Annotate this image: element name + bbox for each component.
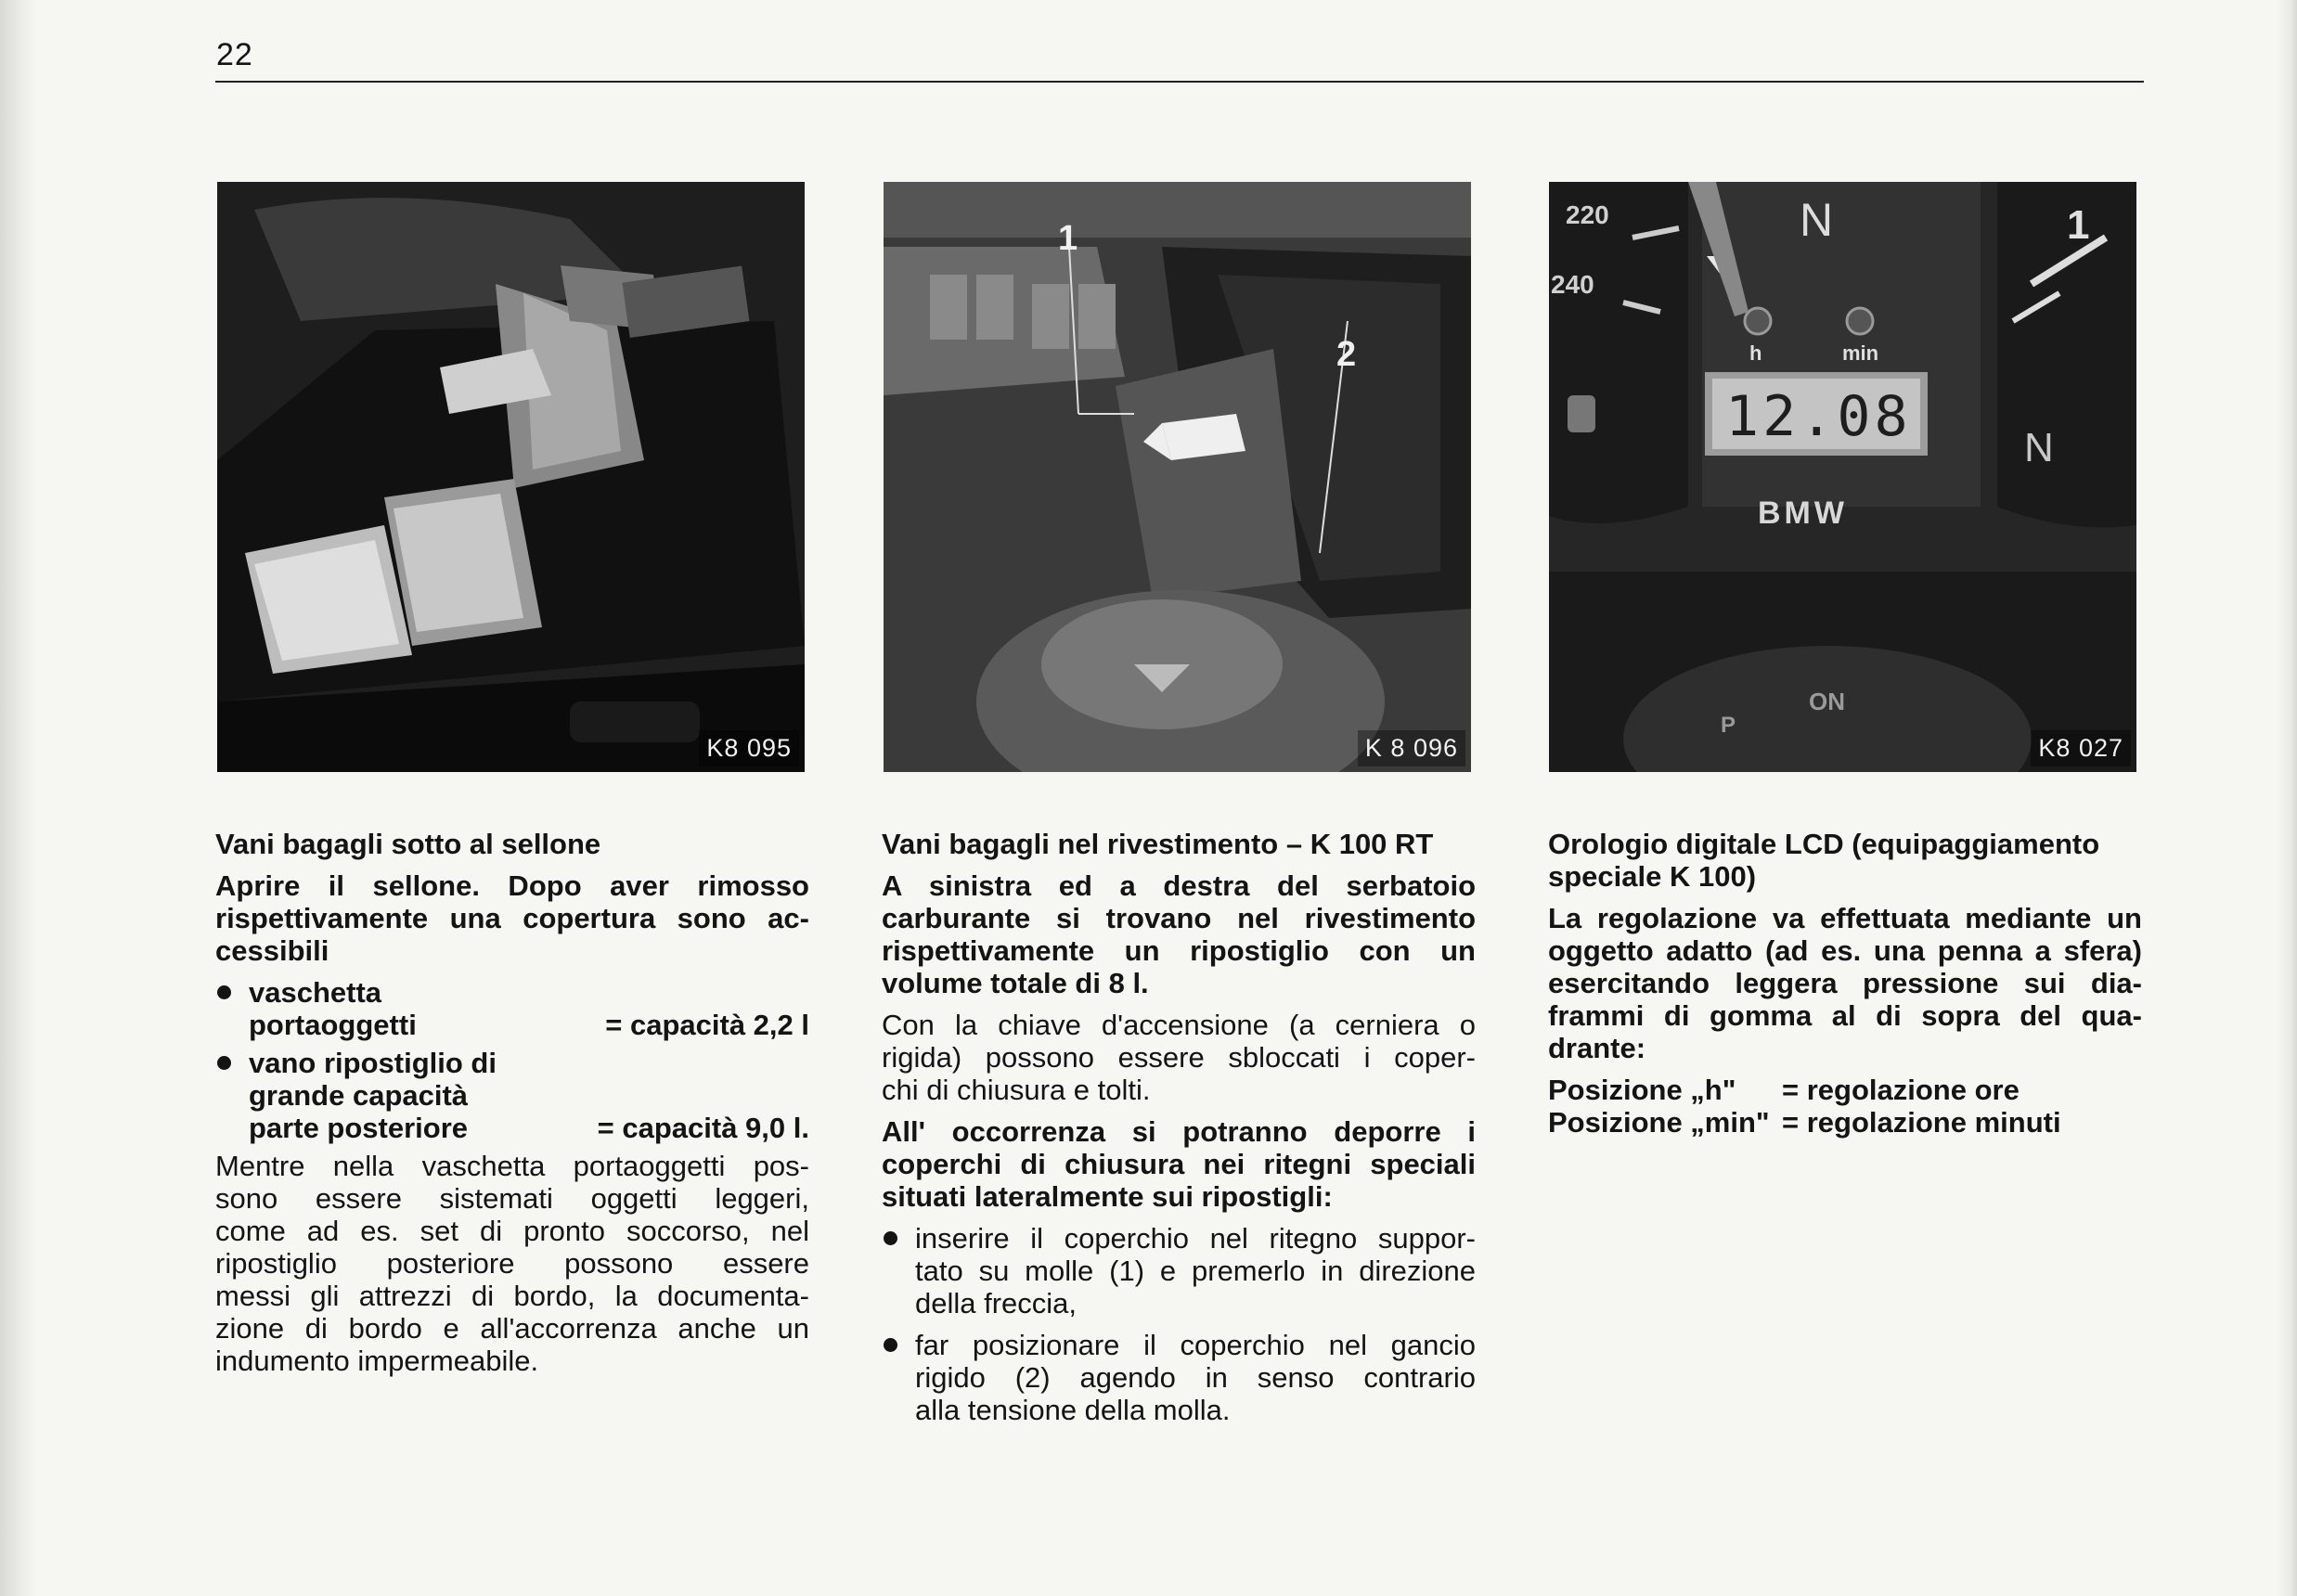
lcd-clock-display: 12.08 bbox=[1725, 384, 1912, 449]
intro-line: Aprire il sellone. Dopo aver rimosso bbox=[215, 869, 809, 902]
bullet-line: rigido (2) agendo in senso contrario bbox=[915, 1361, 1476, 1394]
figure-code: K8 027 bbox=[2031, 730, 2131, 766]
table-row bbox=[1548, 1106, 2142, 1139]
header-rule bbox=[215, 81, 2144, 83]
position-label: Posizione „h" bbox=[1548, 1074, 1736, 1106]
item-label: parte posteriore bbox=[249, 1112, 469, 1144]
body-line: chi di chiusura e tolti. bbox=[882, 1074, 1151, 1106]
list-item bbox=[215, 1047, 809, 1144]
position-value: = regolazione minuti bbox=[1782, 1106, 2061, 1139]
position-value: = regolazione ore bbox=[1782, 1074, 2020, 1106]
column-2 bbox=[882, 828, 1476, 1432]
photo-luggage-under-seat bbox=[217, 182, 805, 772]
section-title: Vani bagagli nel rivestimento – K 100 RT bbox=[882, 828, 1434, 860]
intro-line: La regolazione va effettuata mediante un bbox=[1548, 902, 2142, 934]
bullet-line: tato su molle (1) e premerlo in direzione bbox=[915, 1255, 1476, 1287]
bullet-line: alla tensione della molla. bbox=[915, 1394, 1231, 1426]
body-line: Mentre nella vaschetta portaoggetti pos- bbox=[215, 1150, 809, 1182]
callout-1: 1 bbox=[1058, 219, 1078, 258]
section-title: Vani bagagli sotto al sellone bbox=[215, 828, 601, 860]
column-3 bbox=[1548, 828, 2142, 1139]
intro-line: esercitando leggera pressione sui dia- bbox=[1548, 967, 2142, 999]
position-label: Posizione „min" bbox=[1548, 1106, 1770, 1139]
intro-line: rispettivamente un ripostiglio con un bbox=[882, 934, 1476, 967]
list-item bbox=[882, 1222, 1476, 1319]
dial-label-220: 220 bbox=[1566, 200, 1609, 229]
list-item bbox=[215, 976, 809, 1041]
item-label: portaoggetti bbox=[249, 1009, 417, 1041]
section-intro bbox=[215, 869, 809, 967]
title-line: Orologio digitale LCD (equipaggiamento bbox=[1548, 828, 2100, 860]
body-line: indumento impermeabile. bbox=[215, 1345, 539, 1377]
page-number: 22 bbox=[216, 37, 253, 72]
figure-code: K 8 096 bbox=[1358, 730, 1465, 766]
instrument-cluster-illustration bbox=[1549, 182, 2136, 772]
bullet-icon bbox=[217, 985, 231, 999]
knob-label-h: h bbox=[1749, 341, 1762, 365]
table-row bbox=[1548, 1074, 2142, 1106]
intro-line: volume totale di 8 l. bbox=[882, 967, 1149, 999]
page-binding-edge bbox=[0, 0, 37, 1596]
intro-line: rispettivamente una copertura sono ac- bbox=[215, 902, 809, 934]
bullet-icon bbox=[217, 1056, 231, 1070]
body-line: All' occorrenza si potranno deporre i bbox=[882, 1115, 1476, 1148]
bullet-line: della freccia, bbox=[915, 1287, 1078, 1319]
body-line: situati lateralmente sui ripostigli: bbox=[882, 1180, 1333, 1213]
ignition-park-label: P bbox=[1721, 713, 1736, 738]
item-label: vaschetta bbox=[249, 976, 382, 1009]
body-line: coperchi di chiusura nei ritegni speciali bbox=[882, 1148, 1476, 1180]
body-line: Con la chiave d'accensione (a cerniera o bbox=[882, 1009, 1476, 1041]
body-line: ripostiglio posteriore possono essere bbox=[215, 1247, 809, 1280]
section-title bbox=[1548, 828, 2142, 893]
intro-line: frammi di gomma al di sopra del qua- bbox=[1548, 999, 2142, 1032]
bullet-line: inserire il coperchio nel ritegno suppor- bbox=[915, 1222, 1476, 1255]
photo-fairing-compartment bbox=[884, 182, 1471, 772]
page-right-edge bbox=[2277, 0, 2297, 1596]
intro-line: cessibili bbox=[215, 934, 329, 967]
body-line: zione di bordo e all'accorrenza anche un bbox=[215, 1312, 809, 1345]
gear-indicator: N bbox=[1800, 194, 1834, 246]
section-body bbox=[215, 1150, 809, 1377]
brand-logo: BMW bbox=[1758, 496, 1848, 531]
section-intro bbox=[1548, 902, 2142, 1064]
intro-line: carburante si trovano nel rivestimento bbox=[882, 902, 1476, 934]
body-line: rigida) possono essere sbloccati i coper- bbox=[882, 1041, 1476, 1074]
section-paragraph bbox=[882, 1115, 1476, 1213]
photo-instrument-clock bbox=[1549, 182, 2136, 772]
item-capacity: = capacità 2,2 l bbox=[605, 1009, 809, 1041]
body-line: messi gli attrezzi di bordo, la documenta- bbox=[215, 1280, 809, 1312]
knob-label-min: min bbox=[1842, 341, 1879, 365]
title-line: speciale K 100) bbox=[1548, 860, 1757, 893]
section-paragraph bbox=[882, 1009, 1476, 1106]
list-item bbox=[882, 1329, 1476, 1426]
item-label: grande capacità bbox=[249, 1079, 469, 1112]
bullet-icon bbox=[884, 1338, 897, 1352]
intro-line: oggetto adatto (ad es. una penna a sfera) bbox=[1548, 934, 2142, 967]
item-capacity: = capacità 9,0 l. bbox=[597, 1112, 809, 1144]
neutral-warning-label: N bbox=[2024, 425, 2054, 470]
body-line: sono essere sistemati oggetti leggeri, bbox=[215, 1182, 809, 1215]
section-intro bbox=[882, 869, 1476, 999]
fairing-compartment-illustration bbox=[884, 182, 1471, 772]
luggage-under-seat-illustration bbox=[217, 182, 805, 772]
positions-table bbox=[1548, 1074, 2142, 1139]
ignition-on-label: ON bbox=[1809, 688, 1845, 715]
body-line: come ad es. set di pronto soccorso, nel bbox=[215, 1215, 809, 1247]
column-1 bbox=[215, 828, 809, 1386]
bullet-line: far posizionare il coperchio nel gancio bbox=[915, 1329, 1476, 1361]
rpm-mark: 1 bbox=[2067, 202, 2090, 248]
intro-line: drante: bbox=[1548, 1032, 1646, 1064]
dial-label-240: 240 bbox=[1551, 270, 1594, 299]
intro-line: A sinistra ed a destra del serbatoio bbox=[882, 869, 1476, 902]
figure-code: K8 095 bbox=[699, 730, 799, 766]
bullet-icon bbox=[884, 1231, 897, 1245]
item-label: vano ripostiglio di bbox=[249, 1047, 497, 1079]
callout-2: 2 bbox=[1336, 335, 1357, 374]
